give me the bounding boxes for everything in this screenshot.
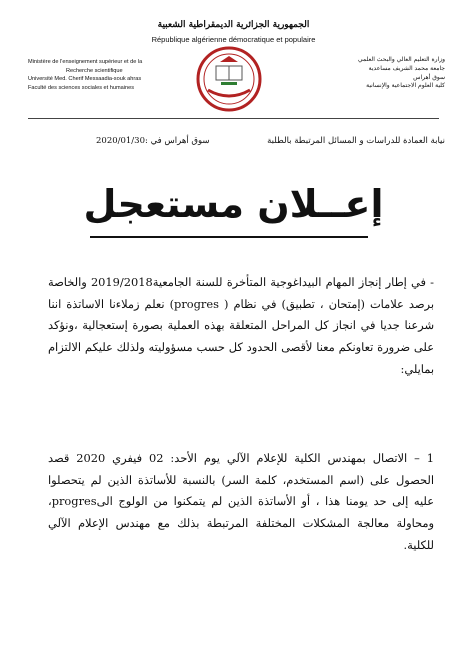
ministry-line-ar: وزارة التعليم العالي والبحث العلمي bbox=[358, 56, 445, 63]
department-label: نيابة العمادة للدراسات و المسائل المرتبطة بالطلبة bbox=[267, 136, 445, 146]
announcement-title: إعــلان مستعجل bbox=[83, 182, 384, 226]
university-line: Université Med. Cherif Messaadia-souk ahras bbox=[28, 76, 142, 82]
faculty-line-ar: كلية العلوم الاجتماعية والإنسانية bbox=[366, 82, 445, 90]
ministry-line: Ministère de l'enseignement supérieur et de la bbox=[28, 59, 143, 65]
university-line-ar: جامعة محمد الشريف مساعدية bbox=[368, 64, 445, 72]
research-line: Recherche scientifique bbox=[66, 67, 123, 74]
city-line-ar: سوق أهراس bbox=[413, 73, 445, 81]
faculty-line: Faculté des sciences sociales et humaines bbox=[28, 84, 135, 91]
title-underline bbox=[90, 236, 368, 238]
header-divider bbox=[28, 118, 439, 119]
institution-arabic bbox=[315, 56, 445, 91]
republic-arabic: الجمهورية الجزائرية الديمقراطية الشعبية bbox=[157, 20, 310, 30]
institution-french bbox=[28, 58, 193, 92]
date-label: سوق أهراس في :2020/01/30 bbox=[96, 136, 210, 146]
paragraph-item-1: 1 – الاتصال بمهندس الكلية للإعلام الآلي يوم الأحد: 02 فيفري 2020 قصد الحصول على (اسم المستخدم، كلمة السر) بالنسبة للأساتذة الذين لم يتحصلوا عليه إلى حد يومنا هذا ، أو الأساتذة الذين لم يتمكنوا من الولوج الىprogres، ومحاولة معالجة المشكلات المختلفة المرتبطة بذلك مع مهندس الإعلام الآلي للكلية. bbox=[48, 451, 434, 552]
republic-french: République algérienne démocratique et populaire bbox=[151, 35, 316, 44]
paragraph-intro: - في إطار إنجاز المهام البيداغوجية المتأخرة للسنة الجامعية2019/2018 والخاصة برصد علامات (إمتحان ، تطبيق) في نظام ( progres) نعلم زملاءنا الاساتذة اننا شرعنا جديا في انجاز كل المراحل المتعلقة بهذه العملية بصورة إستعجالية ،ونؤكد على ضرورة تعاونكم معنا لأقصى الحدود كل حسب مسؤوليته ولذلك عليكم الالتزام بمايلي: bbox=[48, 275, 434, 376]
university-logo bbox=[194, 44, 264, 114]
